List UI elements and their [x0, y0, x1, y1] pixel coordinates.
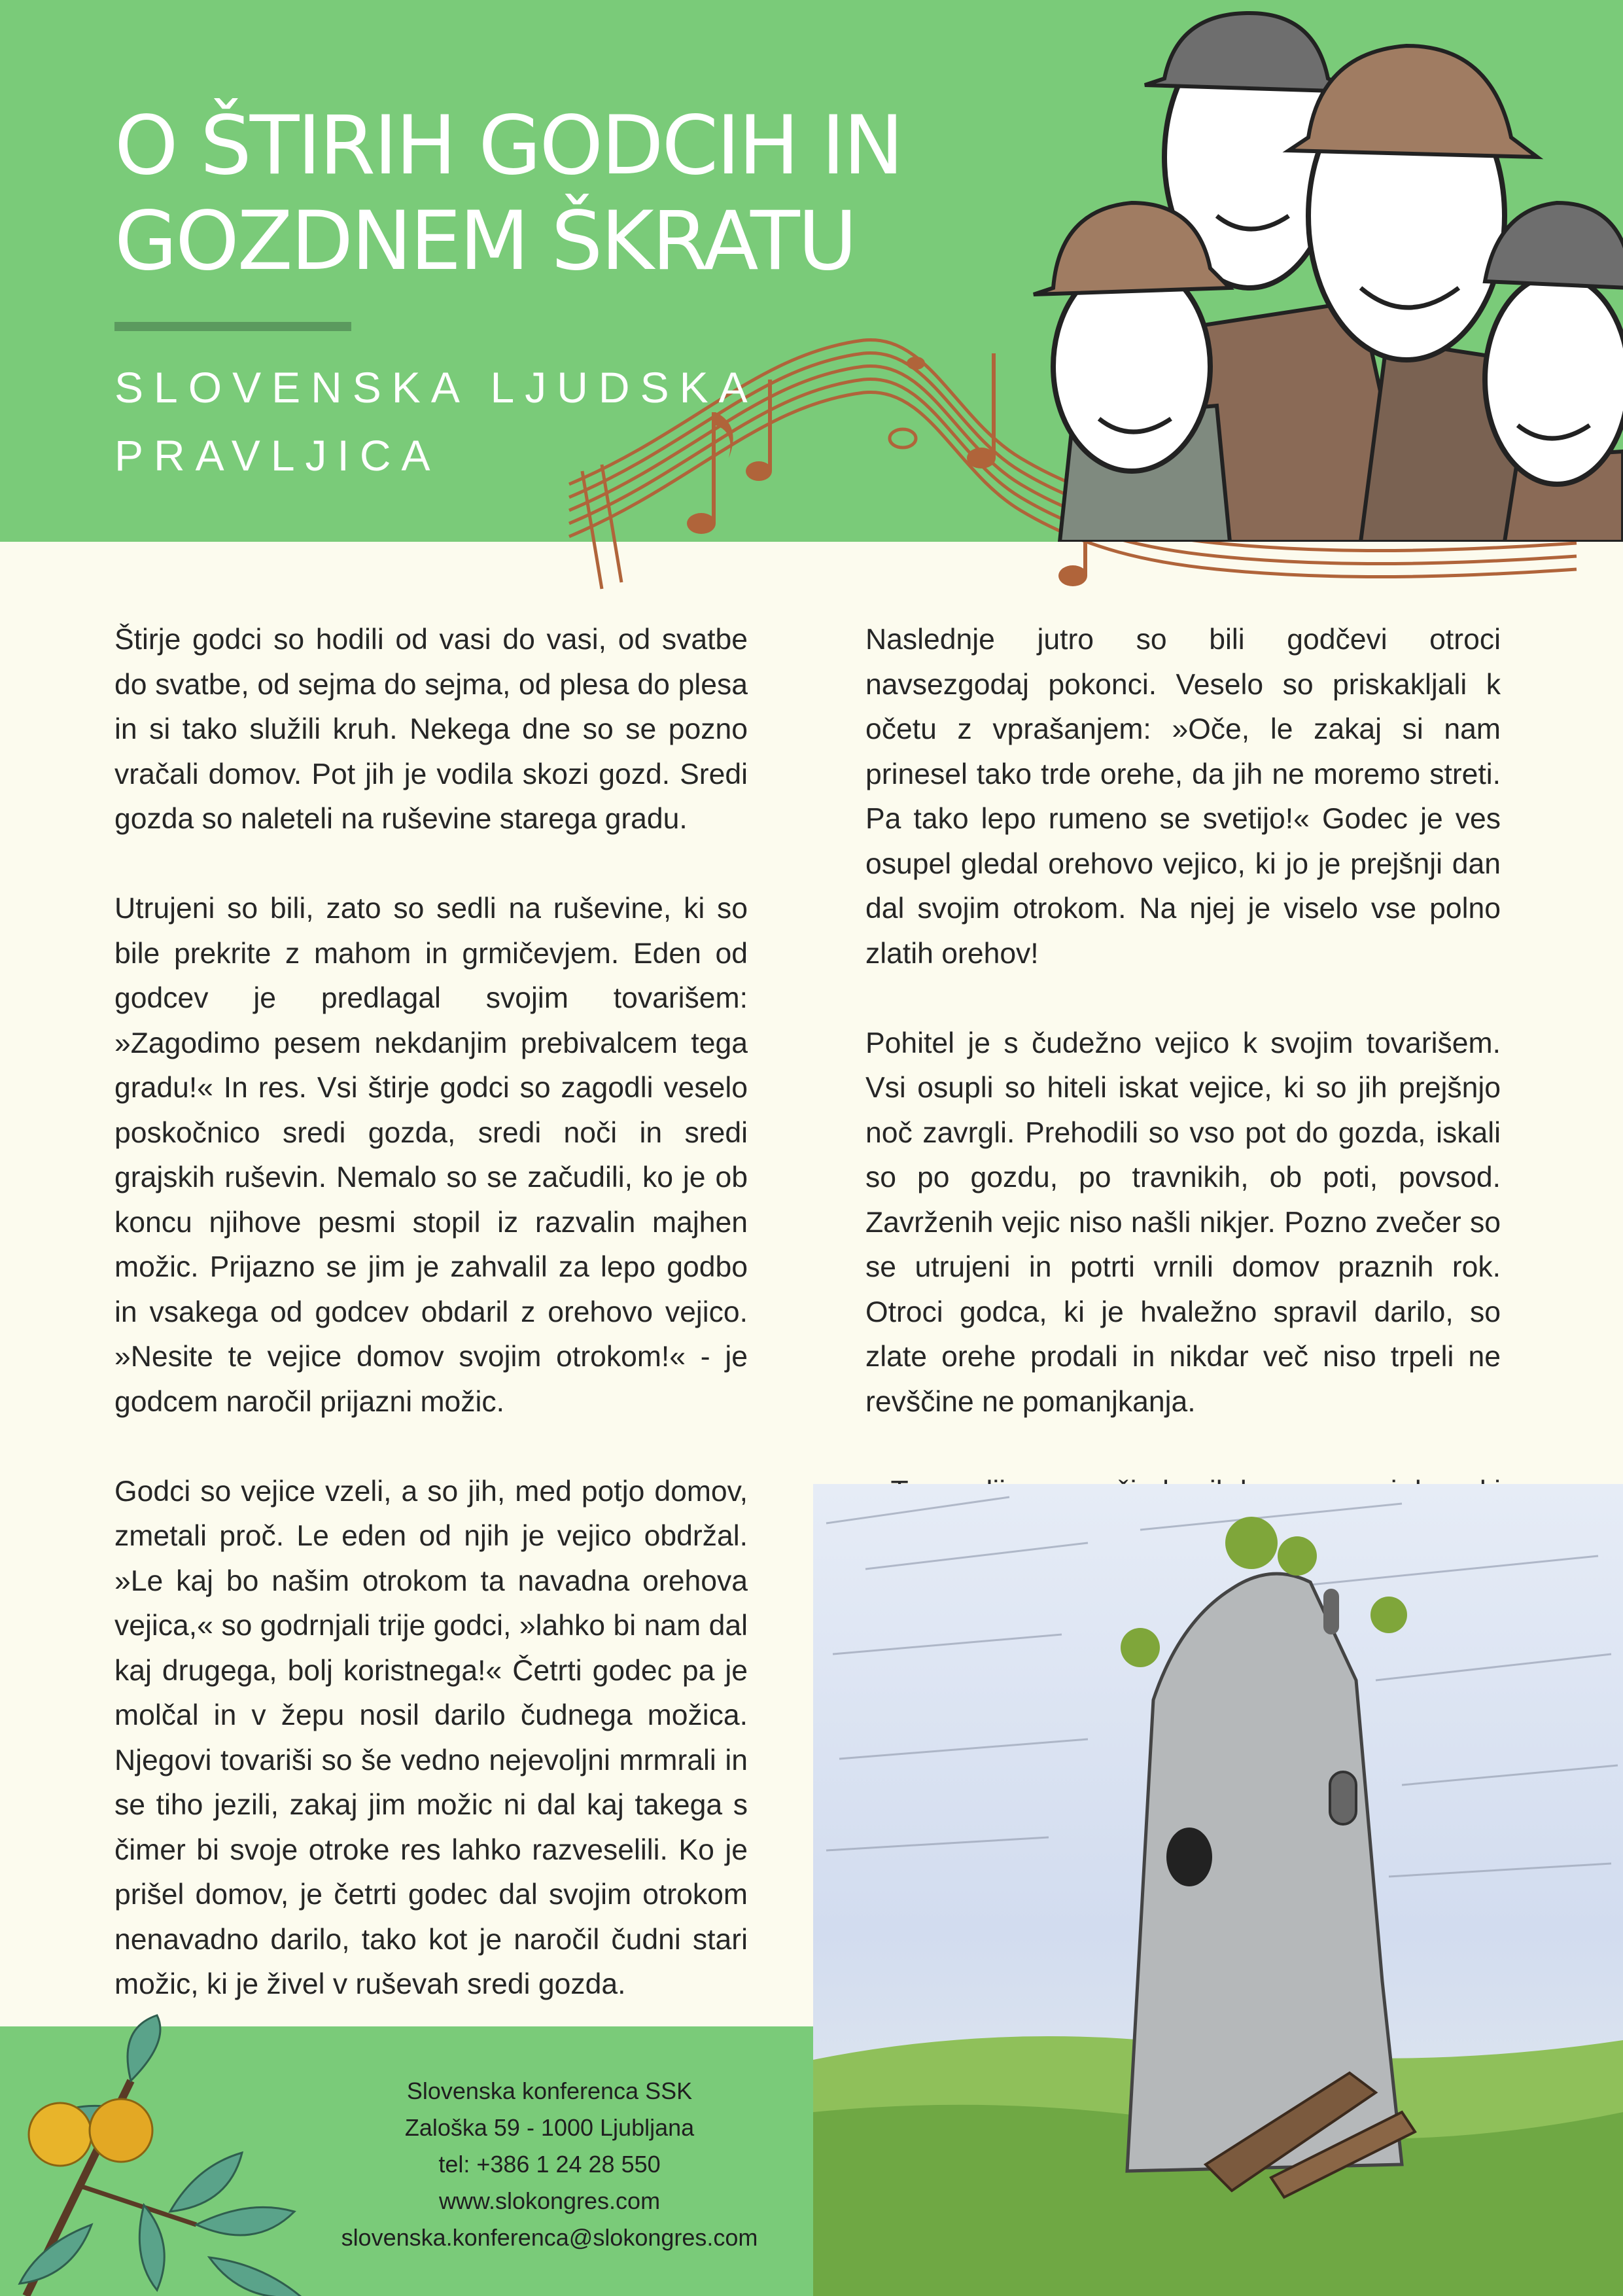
story-paragraph: Pohitel je s čudežno vejico k svojim tovarišem. Vsi osupli so hiteli iskat vejice, ki so jih prejšnjo noč zavrgli. Prehodili so vso pot do gozda, iskali so po gozdu, po travnikih, ob poti, povsod. Zavrženih vejic niso našli nikjer. Pozno zvečer so se utrujeni in potrti vrnili domov praznih rok. Otroci godca, ki je hvaležno spravil darilo, so zlate orehe prodali in nikdar več niso trpeli ne revščine ne pomanjkanja.	[865, 1027, 1501, 1418]
website-link[interactable]: www.slokongres.com	[438, 2187, 661, 2214]
address: Zaloška 59 - 1000 Ljubljana	[404, 2114, 695, 2141]
phone: tel: +386 1 24 28 550	[438, 2151, 661, 2178]
story-paragraph: Štirje godci so hodili od vasi do vasi, od svatbe do svatbe, od sejma do sejma, od plesa do plesa in si tako služili kruh. Nekega dne so se pozno vračali domov. Pot jih je vodila skozi gozd. Sredi gozda so naleteli na ruševine starega gradu.	[114, 624, 748, 835]
org-name: Slovenska konferenca SSK	[406, 2077, 693, 2104]
castle-ruins-illustration	[813, 1484, 1623, 2296]
four-musicians-illustration	[1021, 0, 1623, 542]
story-paragraph: Naslednje jutro so bili godčevi otroci navsezgodaj pokonci. Veselo so priskakljali k očetu z vprašanjem: »Oče, le zakaj si nam prinesel tako trde orehe, da jih ne moremo streti. Pa tako lepo rumeno se svetijo!« Godec je ves osupel gledal orehovo vejico, ki jo je prejšnji dan dal svojim otrokom. Na njej je viselo vse polno zlatih orehov!	[865, 624, 1501, 970]
title-line-1: O ŠTIRIH GODCIH IN	[114, 99, 902, 193]
story-paragraph: Godci so vejice vzeli, a so jih, med potjo domov, zmetali proč. Le eden od njih je vejico obdržal. »Le kaj bo našim otrokom ta navadna orehova vejica,« so godrnjali trije godci, »lahko bi nam dal kaj drugega, bolj koristnega!« Četrti godec pa je molčal in v žepu nosil darilo čudnega možica. Njegovi tovariši so še vedno nejevoljni mrmrali in se tiho jezili, zakaj jim možic ni dal kaj takega s čimer bi svoje otroke res lahko razveselili. Ko je prišel domov, je četrti godec dal svojim otrokom nenavadno darilo, tako kot je naročil čudni stari možic, ki je živel v ruševah sredi gozda.	[114, 1475, 748, 2000]
email-link[interactable]: slovenska.konferenca@slokongres.com	[341, 2224, 758, 2251]
story-column-right	[865, 618, 1501, 1559]
story-paragraph: Utrujeni so bili, zato so sedli na ruševine, ki so bile prekrite z mahom in grmičevjem. Eden od godcev je predlagal svojim tovarišem: »Zagodimo pesem nekdanjim prebivalcem tega gradu!« In res. Vsi štirje godci so zagodli veselo poskočnico sredi gozda, sredi noči in sredi grajskih ruševin. Nemalo so se začudili, ko je ob koncu njihove pesmi stopil iz razvalin majhen možic. Prijazno se jim je zahvalil za lepo godbo in vsakega od godcev obdaril z orehovo vejico. »Nesite te vejice domov svojim otrokom!« - je godcem naročil prijazni možic.	[114, 892, 748, 1418]
subtitle-line-1: SLOVENSKA LJUDSKA	[114, 363, 758, 412]
story-column-left	[114, 618, 748, 2052]
subtitle-line-2: PRAVLJICA	[114, 431, 441, 480]
title-divider	[114, 322, 351, 331]
note-icon	[687, 513, 716, 534]
contact-info	[307, 2073, 792, 2256]
title-line-2: GOZDNEM ŠKRATU	[114, 194, 856, 289]
subtitle	[114, 353, 769, 489]
page-title	[114, 98, 932, 289]
